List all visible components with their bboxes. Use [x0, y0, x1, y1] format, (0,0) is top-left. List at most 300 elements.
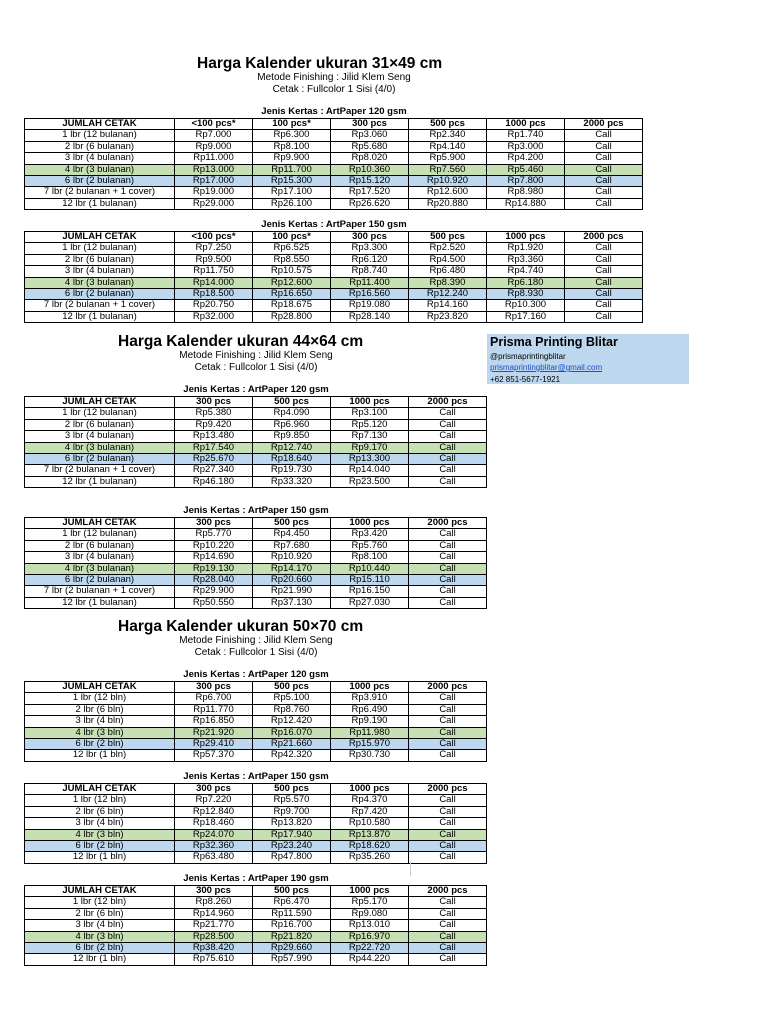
price-cell: Rp21.660	[253, 739, 331, 750]
table-row	[25, 716, 487, 727]
price-cell: Rp11.980	[331, 727, 409, 738]
price-cell: Rp7.420	[331, 806, 409, 817]
price-cell: Rp12.600	[253, 277, 331, 288]
price-cell: Rp2.520	[409, 243, 487, 254]
price-cell: Rp8.390	[409, 277, 487, 288]
price-cell: Rp29.000	[175, 198, 253, 209]
price-cell: Rp30.730	[331, 750, 409, 761]
price-cell: Rp7.680	[253, 540, 331, 551]
quantity-cell: 6 lbr (2 bulanan)	[25, 575, 175, 586]
price-cell: Rp14.690	[175, 552, 253, 563]
price-cell: Rp5.100	[253, 693, 331, 704]
table-row	[25, 727, 487, 738]
table-row	[25, 795, 487, 806]
quantity-cell: 12 lbr (1 bln)	[25, 852, 175, 863]
price-cell: Rp18.460	[175, 818, 253, 829]
column-header: 2000 pcs	[565, 119, 643, 130]
price-cell: Call	[409, 476, 487, 487]
price-cell: Rp4.140	[409, 141, 487, 152]
column-header: 300 pcs	[331, 232, 409, 243]
quantity-cell: 3 lbr (4 bln)	[25, 920, 175, 931]
price-cell: Rp28.800	[253, 311, 331, 322]
table-row	[25, 552, 487, 563]
quantity-cell: 2 lbr (6 bulanan)	[25, 254, 175, 265]
quantity-cell: 7 lbr (2 bulanan + 1 cover)	[25, 586, 175, 597]
table-header-row	[25, 119, 643, 130]
price-cell: Rp57.370	[175, 750, 253, 761]
price-cell: Rp8.740	[331, 266, 409, 277]
table-row	[25, 153, 643, 164]
table-row	[25, 277, 643, 288]
finishing-method: Metode Finishing : Jilid Klem Seng	[179, 635, 333, 646]
table-row	[25, 586, 487, 597]
divider-mark	[410, 862, 411, 876]
column-header: 1000 pcs	[331, 784, 409, 795]
price-cell: Rp47.800	[253, 852, 331, 863]
price-table	[24, 517, 487, 609]
price-cell: Call	[409, 693, 487, 704]
price-table	[24, 396, 487, 488]
paper-type: Jenis Kertas : ArtPaper 150 gsm	[183, 505, 329, 516]
price-cell: Rp42.320	[253, 750, 331, 761]
column-header: 500 pcs	[409, 232, 487, 243]
price-cell: Rp12.840	[175, 806, 253, 817]
table-row	[25, 141, 643, 152]
quantity-cell: 6 lbr (2 bln)	[25, 739, 175, 750]
price-cell: Rp16.650	[253, 289, 331, 300]
column-header: <100 pcs*	[175, 119, 253, 130]
price-cell: Rp7.220	[175, 795, 253, 806]
table-row	[25, 750, 487, 761]
price-cell: Rp18.620	[331, 841, 409, 852]
price-cell: Rp8.020	[331, 153, 409, 164]
column-header: 300 pcs	[175, 784, 253, 795]
price-cell: Call	[409, 852, 487, 863]
quantity-cell: 3 lbr (4 bulanan)	[25, 153, 175, 164]
column-header: 2000 pcs	[409, 682, 487, 693]
price-cell: Rp16.850	[175, 716, 253, 727]
price-cell: Call	[565, 266, 643, 277]
price-cell: Rp26.620	[331, 198, 409, 209]
price-cell: Rp11.750	[175, 266, 253, 277]
price-cell: Rp12.600	[409, 187, 487, 198]
table-row	[25, 442, 487, 453]
column-header: 500 pcs	[253, 784, 331, 795]
price-cell: Rp11.400	[331, 277, 409, 288]
price-cell: Rp5.380	[175, 408, 253, 419]
price-cell: Rp10.300	[487, 300, 565, 311]
column-header: 2000 pcs	[409, 886, 487, 897]
column-header: 500 pcs	[409, 119, 487, 130]
quantity-cell: 7 lbr (2 bulanan + 1 cover)	[25, 465, 175, 476]
section-title: Harga Kalender ukuran 44×64 cm	[118, 333, 364, 350]
price-cell: Call	[409, 908, 487, 919]
price-cell: Rp14.170	[253, 563, 331, 574]
price-cell: Rp8.930	[487, 289, 565, 300]
column-header: 500 pcs	[253, 682, 331, 693]
column-header: 1000 pcs	[331, 682, 409, 693]
table-row	[25, 289, 643, 300]
price-cell: Rp6.180	[487, 277, 565, 288]
price-cell: Rp17.160	[487, 311, 565, 322]
table-row	[25, 529, 487, 540]
price-cell: Call	[409, 419, 487, 430]
price-cell: Rp4.090	[253, 408, 331, 419]
price-cell: Rp9.000	[175, 141, 253, 152]
price-cell: Rp4.740	[487, 266, 565, 277]
table-row	[25, 130, 643, 141]
price-cell: Rp6.480	[409, 266, 487, 277]
price-cell: Rp7.560	[409, 164, 487, 175]
price-cell: Rp10.575	[253, 266, 331, 277]
quantity-cell: 2 lbr (6 bulanan)	[25, 419, 175, 430]
price-cell: Rp9.700	[253, 806, 331, 817]
price-cell: Rp5.460	[487, 164, 565, 175]
column-header: 500 pcs	[253, 397, 331, 408]
price-cell: Rp19.080	[331, 300, 409, 311]
price-cell: Rp8.100	[253, 141, 331, 152]
section-title: Harga Kalender ukuran 31×49 cm	[197, 55, 443, 72]
price-cell: Rp63.480	[175, 852, 253, 863]
column-header: JUMLAH CETAK	[25, 886, 175, 897]
table-row	[25, 419, 487, 430]
quantity-cell: 4 lbr (3 bln)	[25, 931, 175, 942]
paper-type: Jenis Kertas : ArtPaper 120 gsm	[183, 669, 329, 680]
quantity-cell: 6 lbr (2 bln)	[25, 943, 175, 954]
quantity-cell: 1 lbr (12 bln)	[25, 897, 175, 908]
price-cell: Call	[565, 164, 643, 175]
price-cell: Rp19.730	[253, 465, 331, 476]
price-cell: Call	[409, 727, 487, 738]
price-cell: Rp17.540	[175, 442, 253, 453]
price-cell: Rp5.770	[175, 529, 253, 540]
price-cell: Rp15.970	[331, 739, 409, 750]
print-spec: Cetak : Fullcolor 1 Sisi (4/0)	[194, 647, 318, 658]
quantity-cell: 12 lbr (1 bulanan)	[25, 198, 175, 209]
table-row	[25, 198, 643, 209]
column-header: 100 pcs*	[253, 119, 331, 130]
table-row	[25, 704, 487, 715]
price-cell: Rp29.410	[175, 739, 253, 750]
price-cell: Call	[409, 408, 487, 419]
price-cell: Call	[409, 818, 487, 829]
price-cell: Call	[409, 795, 487, 806]
instagram-handle: @prismaprintingblitar	[490, 352, 566, 361]
price-cell: Call	[409, 540, 487, 551]
price-cell: Rp15.300	[253, 176, 331, 187]
table-row	[25, 693, 487, 704]
price-cell: Rp1.740	[487, 130, 565, 141]
price-cell: Call	[565, 277, 643, 288]
quantity-cell: 4 lbr (3 bln)	[25, 829, 175, 840]
price-cell: Rp9.190	[331, 716, 409, 727]
price-cell: Rp9.080	[331, 908, 409, 919]
price-cell: Rp16.700	[253, 920, 331, 931]
table-header-row	[25, 518, 487, 529]
price-cell: Rp6.120	[331, 254, 409, 265]
price-cell: Call	[409, 841, 487, 852]
table-row	[25, 300, 643, 311]
price-cell: Rp7.130	[331, 431, 409, 442]
price-cell: Rp27.030	[331, 597, 409, 608]
quantity-cell: 3 lbr (4 bln)	[25, 716, 175, 727]
column-header: 300 pcs	[175, 886, 253, 897]
price-cell: Call	[409, 552, 487, 563]
price-cell: Rp13.480	[175, 431, 253, 442]
column-header: 300 pcs	[331, 119, 409, 130]
price-cell: Rp14.960	[175, 908, 253, 919]
price-cell: Rp75.610	[175, 954, 253, 965]
price-cell: Rp35.260	[331, 852, 409, 863]
price-cell: Rp20.750	[175, 300, 253, 311]
price-cell: Rp9.500	[175, 254, 253, 265]
price-cell: Call	[409, 954, 487, 965]
table-row	[25, 431, 487, 442]
table-row	[25, 563, 487, 574]
table-header-row	[25, 397, 487, 408]
price-cell: Rp10.920	[253, 552, 331, 563]
contact-box	[487, 334, 689, 384]
price-cell: Rp5.570	[253, 795, 331, 806]
price-cell: Call	[409, 442, 487, 453]
table-row	[25, 575, 487, 586]
price-cell: Rp5.120	[331, 419, 409, 430]
price-cell: Rp11.590	[253, 908, 331, 919]
price-cell: Rp6.300	[253, 130, 331, 141]
price-cell: Call	[409, 431, 487, 442]
price-cell: Rp6.525	[253, 243, 331, 254]
table-row	[25, 908, 487, 919]
price-cell: Rp5.760	[331, 540, 409, 551]
price-cell: Rp24.070	[175, 829, 253, 840]
price-table	[24, 885, 487, 966]
price-cell: Rp6.490	[331, 704, 409, 715]
price-cell: Rp32.000	[175, 311, 253, 322]
price-cell: Rp7.000	[175, 130, 253, 141]
price-cell: Rp21.920	[175, 727, 253, 738]
price-cell: Call	[565, 141, 643, 152]
price-cell: Rp57.990	[253, 954, 331, 965]
quantity-cell: 12 lbr (1 bln)	[25, 954, 175, 965]
quantity-cell: 1 lbr (12 bulanan)	[25, 408, 175, 419]
quantity-cell: 1 lbr (12 bln)	[25, 693, 175, 704]
price-cell: Rp29.900	[175, 586, 253, 597]
price-cell: Rp10.580	[331, 818, 409, 829]
finishing-method: Metode Finishing : Jilid Klem Seng	[257, 72, 411, 83]
price-cell: Rp4.200	[487, 153, 565, 164]
price-cell: Rp20.660	[253, 575, 331, 586]
price-cell: Rp17.100	[253, 187, 331, 198]
price-cell: Rp29.660	[253, 943, 331, 954]
print-spec: Cetak : Fullcolor 1 Sisi (4/0)	[272, 84, 396, 95]
column-header: JUMLAH CETAK	[25, 119, 175, 130]
table-row	[25, 852, 487, 863]
price-cell: Call	[409, 575, 487, 586]
table-row	[25, 254, 643, 265]
email-link[interactable]: prismaprintingblitar@gmail.com	[490, 363, 603, 372]
price-cell: Rp13.870	[331, 829, 409, 840]
table-row	[25, 597, 487, 608]
table-row	[25, 920, 487, 931]
phone-number: +62 851-5677-1921	[490, 375, 561, 384]
finishing-method: Metode Finishing : Jilid Klem Seng	[179, 350, 333, 361]
price-cell: Rp44.220	[331, 954, 409, 965]
quantity-cell: 2 lbr (6 bulanan)	[25, 540, 175, 551]
quantity-cell: 1 lbr (12 bulanan)	[25, 243, 175, 254]
column-header: 2000 pcs	[409, 784, 487, 795]
table-header-row	[25, 886, 487, 897]
price-cell: Rp9.900	[253, 153, 331, 164]
price-cell: Call	[409, 750, 487, 761]
price-cell: Rp27.340	[175, 465, 253, 476]
price-cell: Rp11.770	[175, 704, 253, 715]
quantity-cell: 3 lbr (4 bulanan)	[25, 431, 175, 442]
price-cell: Rp37.130	[253, 597, 331, 608]
price-cell: Rp15.110	[331, 575, 409, 586]
price-cell: Call	[409, 586, 487, 597]
price-cell: Call	[409, 943, 487, 954]
price-cell: Rp1.920	[487, 243, 565, 254]
price-cell: Rp9.850	[253, 431, 331, 442]
quantity-cell: 12 lbr (1 bln)	[25, 750, 175, 761]
paper-type: Jenis Kertas : ArtPaper 150 gsm	[261, 219, 407, 230]
table-row	[25, 931, 487, 942]
price-cell: Rp50.550	[175, 597, 253, 608]
price-cell: Rp16.150	[331, 586, 409, 597]
price-cell: Rp8.550	[253, 254, 331, 265]
price-cell: Rp8.760	[253, 704, 331, 715]
column-header: 300 pcs	[175, 682, 253, 693]
column-header: JUMLAH CETAK	[25, 232, 175, 243]
price-cell: Rp17.520	[331, 187, 409, 198]
price-cell: Call	[565, 289, 643, 300]
quantity-cell: 7 lbr (2 bulanan + 1 cover)	[25, 187, 175, 198]
column-header: 1000 pcs	[331, 397, 409, 408]
table-row	[25, 476, 487, 487]
quantity-cell: 2 lbr (6 bln)	[25, 908, 175, 919]
price-cell: Rp23.500	[331, 476, 409, 487]
price-cell: Call	[409, 806, 487, 817]
column-header: <100 pcs*	[175, 232, 253, 243]
price-cell: Rp23.820	[409, 311, 487, 322]
table-row	[25, 739, 487, 750]
price-cell: Call	[409, 454, 487, 465]
table-row	[25, 465, 487, 476]
price-cell: Rp3.420	[331, 529, 409, 540]
table-row	[25, 266, 643, 277]
quantity-cell: 4 lbr (3 bulanan)	[25, 563, 175, 574]
price-cell: Rp26.100	[253, 198, 331, 209]
price-cell: Call	[565, 243, 643, 254]
paper-type: Jenis Kertas : ArtPaper 120 gsm	[183, 384, 329, 395]
price-cell: Rp18.675	[253, 300, 331, 311]
price-cell: Rp5.680	[331, 141, 409, 152]
price-cell: Rp17.940	[253, 829, 331, 840]
quantity-cell: 4 lbr (3 bulanan)	[25, 277, 175, 288]
price-cell: Call	[565, 153, 643, 164]
quantity-cell: 1 lbr (12 bulanan)	[25, 130, 175, 141]
price-cell: Rp23.240	[253, 841, 331, 852]
paper-type: Jenis Kertas : ArtPaper 120 gsm	[261, 106, 407, 117]
table-row	[25, 408, 487, 419]
price-cell: Rp3.910	[331, 693, 409, 704]
table-row	[25, 164, 643, 175]
quantity-cell: 6 lbr (2 bulanan)	[25, 454, 175, 465]
price-cell: Rp3.360	[487, 254, 565, 265]
price-cell: Rp21.770	[175, 920, 253, 931]
table-row	[25, 187, 643, 198]
price-cell: Rp17.000	[175, 176, 253, 187]
quantity-cell: 3 lbr (4 bulanan)	[25, 552, 175, 563]
price-cell: Call	[565, 300, 643, 311]
price-cell: Rp14.880	[487, 198, 565, 209]
table-row	[25, 841, 487, 852]
price-cell: Rp18.500	[175, 289, 253, 300]
price-cell: Rp7.800	[487, 176, 565, 187]
price-cell: Rp14.040	[331, 465, 409, 476]
quantity-cell: 3 lbr (4 bln)	[25, 818, 175, 829]
price-cell: Rp5.900	[409, 153, 487, 164]
price-cell: Rp16.560	[331, 289, 409, 300]
price-cell: Call	[409, 563, 487, 574]
price-table	[24, 681, 487, 762]
quantity-cell: 12 lbr (1 bulanan)	[25, 476, 175, 487]
price-cell: Rp8.100	[331, 552, 409, 563]
price-cell: Call	[409, 829, 487, 840]
table-row	[25, 311, 643, 322]
price-cell: Rp8.260	[175, 897, 253, 908]
price-cell: Rp9.420	[175, 419, 253, 430]
price-cell: Rp19.000	[175, 187, 253, 198]
quantity-cell: 12 lbr (1 bulanan)	[25, 311, 175, 322]
price-cell: Rp3.060	[331, 130, 409, 141]
price-table	[24, 118, 643, 210]
price-cell: Rp7.250	[175, 243, 253, 254]
price-cell: Rp28.040	[175, 575, 253, 586]
price-cell: Rp12.240	[409, 289, 487, 300]
table-row	[25, 454, 487, 465]
price-cell: Rp12.420	[253, 716, 331, 727]
price-cell: Rp6.470	[253, 897, 331, 908]
column-header: JUMLAH CETAK	[25, 518, 175, 529]
price-cell: Rp10.220	[175, 540, 253, 551]
price-cell: Rp38.420	[175, 943, 253, 954]
price-cell: Call	[409, 597, 487, 608]
table-row	[25, 954, 487, 965]
price-cell: Rp46.180	[175, 476, 253, 487]
price-cell: Rp3.300	[331, 243, 409, 254]
quantity-cell: 2 lbr (6 bln)	[25, 806, 175, 817]
quantity-cell: 2 lbr (6 bulanan)	[25, 141, 175, 152]
price-table	[24, 783, 487, 864]
price-cell: Rp22.720	[331, 943, 409, 954]
price-cell: Rp9.170	[331, 442, 409, 453]
price-cell: Rp4.450	[253, 529, 331, 540]
quantity-cell: 6 lbr (2 bulanan)	[25, 289, 175, 300]
column-header: 2000 pcs	[565, 232, 643, 243]
price-cell: Rp2.340	[409, 130, 487, 141]
table-row	[25, 818, 487, 829]
quantity-cell: 7 lbr (2 bulanan + 1 cover)	[25, 300, 175, 311]
price-cell: Rp13.820	[253, 818, 331, 829]
price-cell: Rp11.000	[175, 153, 253, 164]
column-header: JUMLAH CETAK	[25, 784, 175, 795]
quantity-cell: 4 lbr (3 bulanan)	[25, 442, 175, 453]
price-cell: Rp16.970	[331, 931, 409, 942]
quantity-cell: 4 lbr (3 bln)	[25, 727, 175, 738]
table-header-row	[25, 784, 487, 795]
price-cell: Rp3.100	[331, 408, 409, 419]
